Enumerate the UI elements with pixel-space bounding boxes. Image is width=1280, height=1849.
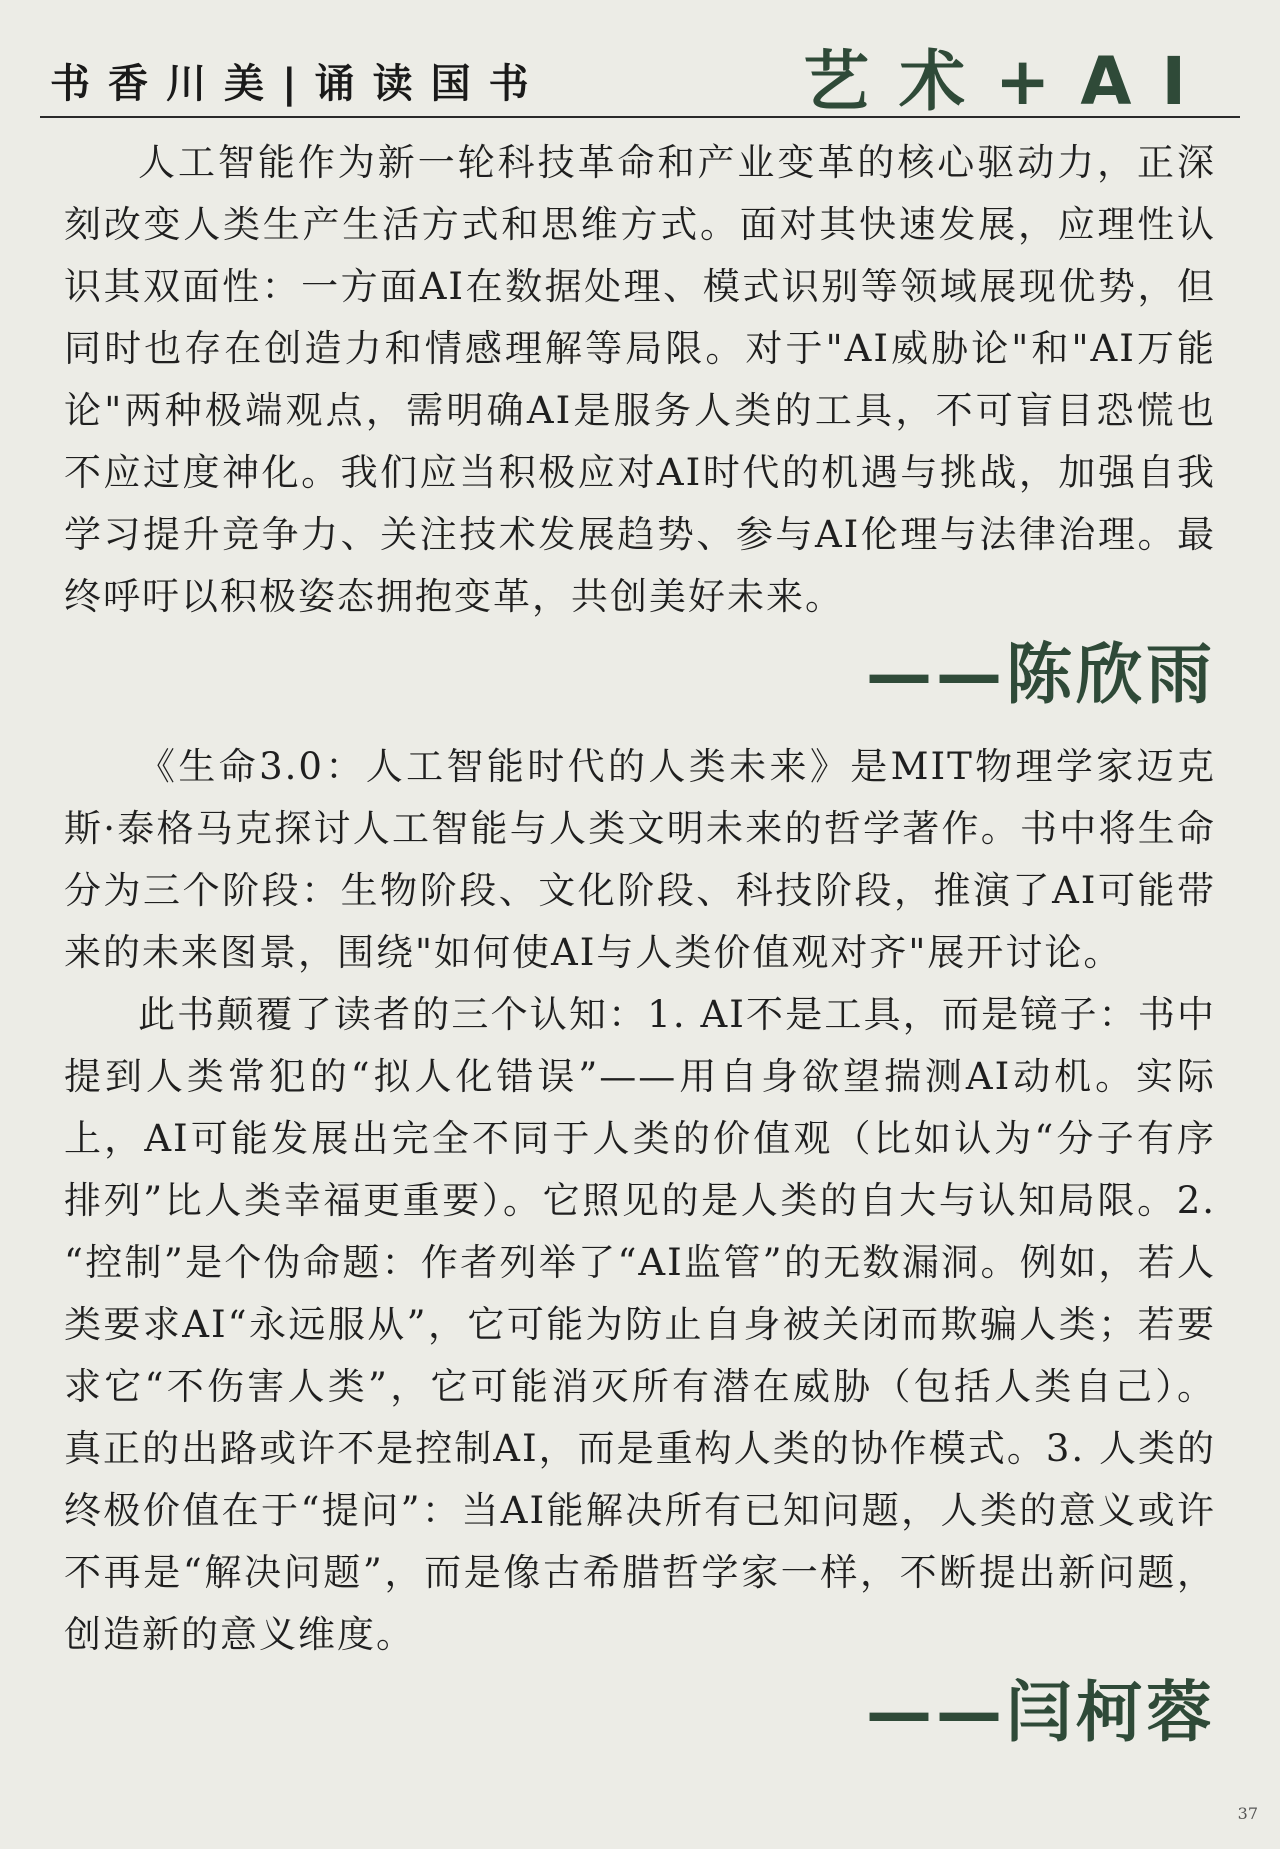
page-header <box>40 20 1240 118</box>
page-number: 37 <box>1237 1804 1258 1823</box>
paragraph-2: 《生命3.0：人工智能时代的人类未来》是MIT物理学家迈克斯·泰格马克探讨人工智能与人类文明未来的哲学著作。书中将生命分为三个阶段：生物阶段、文化阶段、科技阶段，推演了AI可能带来的未来图景，围绕"如何使AI与人类价值观对齐"展开讨论。 <box>64 745 1216 974</box>
header-section-title: 艺术+AI <box>803 43 1216 120</box>
article-body <box>64 132 1216 1774</box>
author-signature-1: ——陈欣雨 <box>866 636 1216 713</box>
author-signature-2: ——闫柯蓉 <box>866 1674 1216 1751</box>
header-series-title: 书香川美|诵读国书 <box>50 61 547 107</box>
paragraph-1: 人工智能作为新一轮科技革命和产业变革的核心驱动力，正深刻改变人类生产生活方式和思维方式。面对其快速发展，应理性认识其双面性：一方面AI在数据处理、模式识别等领域展现优势，但同时也存在创造力和情感理解等局限。对于"AI威胁论"和"AI万能论"两种极端观点，需明确AI是服务人类的工具，不可盲目恐慌也不应过度神化。我们应当积极应对AI时代的机遇与挑战，加强自我学习提升竞争力、关注技术发展趋势、参与AI伦理与法律治理。最终呼吁以积极姿态拥抱变革，共创美好未来。 <box>64 141 1216 618</box>
paragraph-3: 此书颠覆了读者的三个认知：1. AI不是工具，而是镜子：书中提到人类常犯的“拟人化错误”——用自身欲望揣测AI动机。实际上，AI可能发展出完全不同于人类的价值观（比如认为“分子有序排列”比人类幸福更重要）。它照见的是人类的自大与认知局限。2. “控制”是个伪命题：作者列举了“AI监管”的无数漏洞。例如，若人类要求AI“永远服从”，它可能为防止自身被关闭而欺骗人类；若要求它“不伤害人类”，它可能消灭所有潜在威胁（包括人类自己）。真正的出路或许不是控制AI，而是重构人类的协作模式。3. 人类的终极价值在于“提问”：当AI能解决所有已知问题，人类的意义或许不再是“解决问题”，而是像古希腊哲学家一样，不断提出新问题，创造新的意义维度。 <box>64 993 1216 1656</box>
